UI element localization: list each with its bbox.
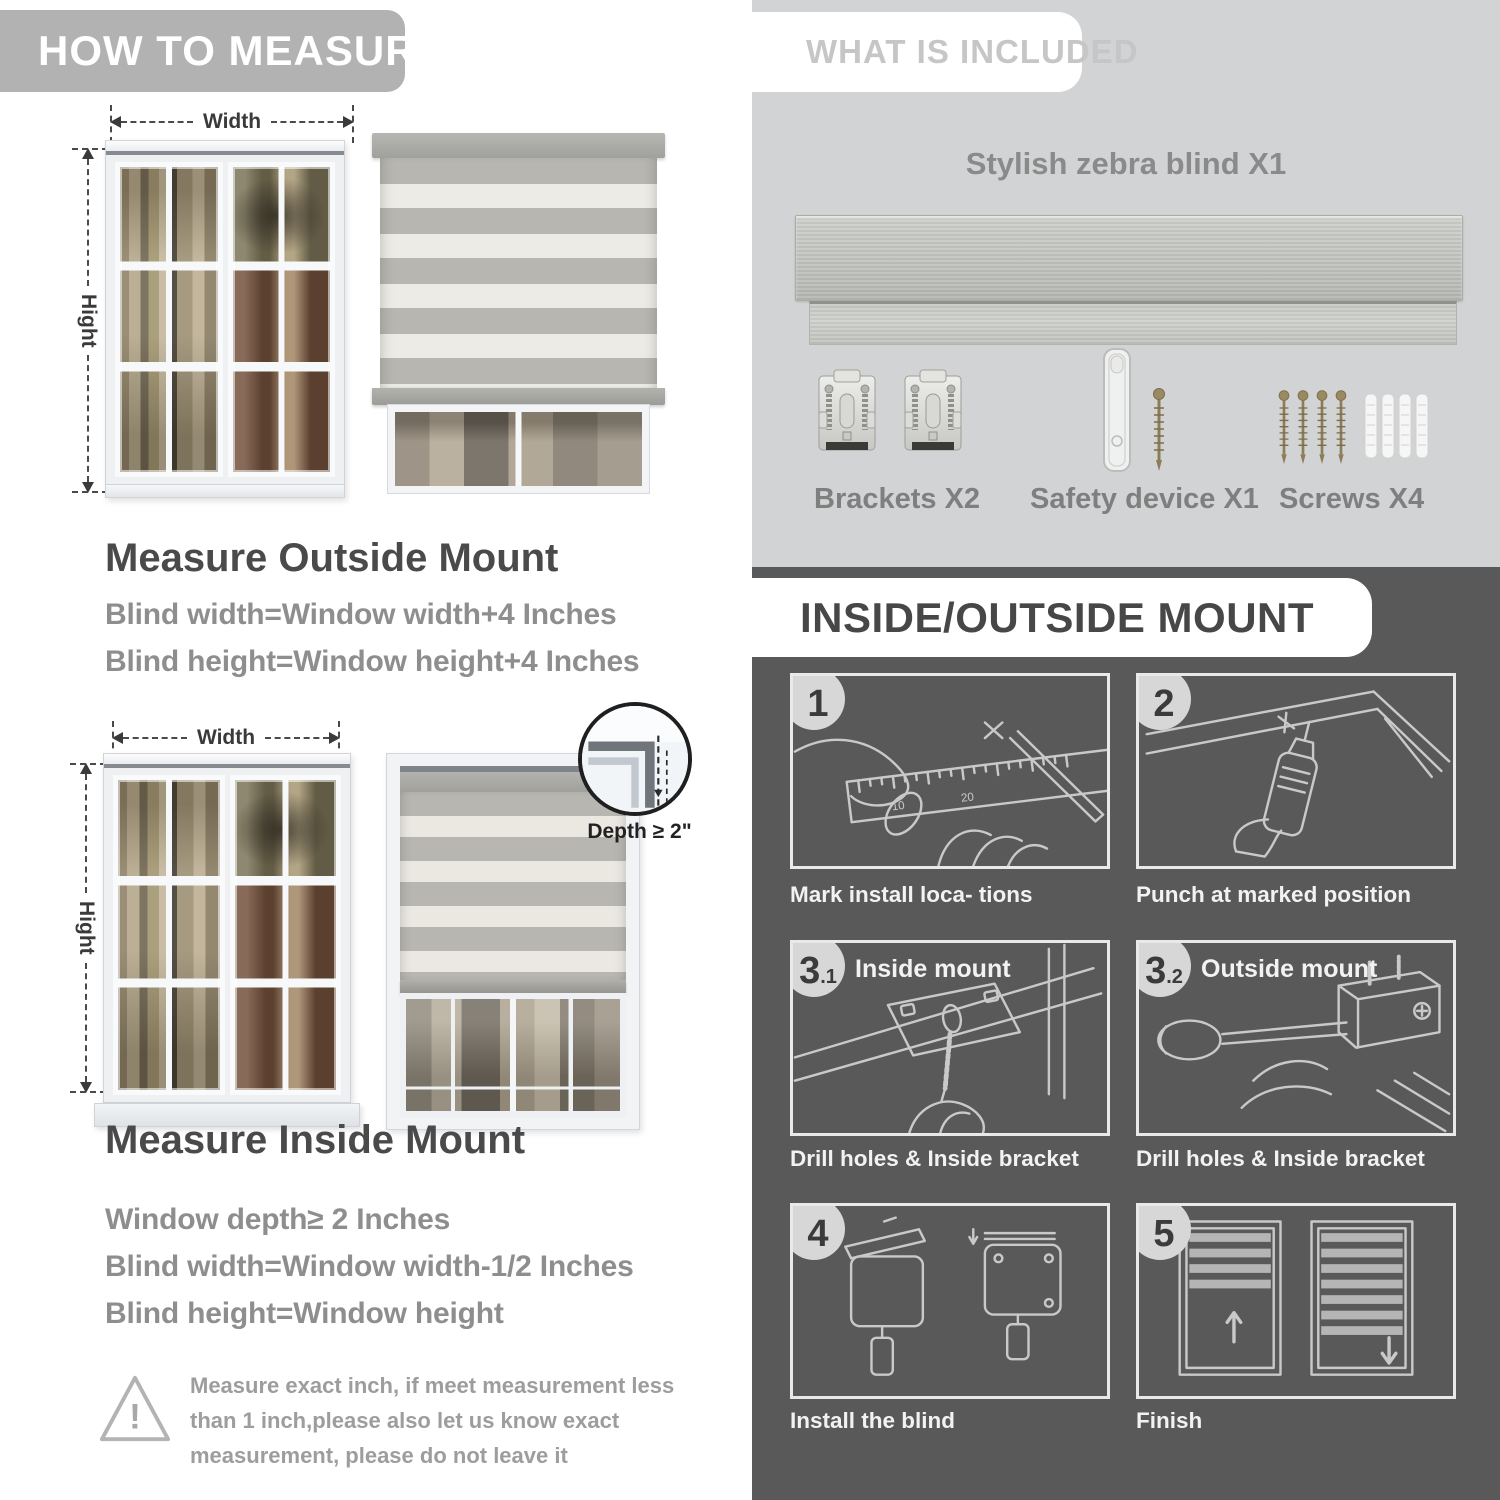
blind-bottom-rail [372,388,665,405]
svg-text:!: ! [129,1397,141,1437]
height-measure-arrow [76,148,100,493]
step-caption-3-2: Drill holes & Inside bracket [1136,1146,1425,1171]
screws-and-anchors-icon [1274,385,1434,480]
screws-label: Screws X4 [1279,483,1425,515]
measure-warning-text: Measure exact inch, if meet measurement less than 1 inch,please also let us know exact measurement, please do not leave it [190,1373,675,1469]
inside-mount-panel-title: Inside mount [855,955,1011,983]
inside-mount-rule-height: Blind height=Window height [105,1297,504,1330]
blind-bottom-rail [400,980,626,993]
step-number-badge: 3 .2 [1136,940,1191,997]
step-number-badge: 1 [790,673,845,730]
window-top-casing [104,754,350,768]
step-caption-3-1: Drill holes & Inside bracket [790,1146,1079,1171]
screw-icon [1150,388,1168,473]
window-sill [106,484,344,497]
zebra-blind-item-label: Stylish zebra blind X1 [965,146,1287,181]
outside-mount-rule-width: Blind width=Window width+4 Inches [105,598,617,631]
outside-mount-title: Measure Outside Mount [105,536,559,580]
safety-device-icon [1100,347,1136,477]
step-number-badge: 2 [1136,673,1191,730]
width-measure-arrow [110,110,354,134]
outside-mount-rule-height: Blind height=Window height+4 Inches [105,645,640,678]
window-sash-right [228,162,336,477]
height-measure-arrow-2 [74,763,98,1093]
warning-triangle-icon [96,1372,174,1446]
step-caption-1: Mark install loca- tions [790,882,1033,907]
svg-text:20: 20 [960,790,975,805]
step-number-badge: 3 .1 [790,940,845,997]
safety-device-label: Safety device X1 [1030,483,1259,515]
step-panel-1 [790,673,1110,869]
inside-mount-title: Measure Inside Mount [105,1118,526,1162]
zebra-blind-outside-illustration [372,133,665,493]
blind-cassette [372,133,665,158]
window-sash-left [115,162,223,477]
what-is-included-section [752,0,1500,567]
width-label-2: Width [196,726,256,749]
how-to-measure-header: HOW TO MEASURE [0,10,405,92]
bracket-icon [902,368,964,458]
svg-text:10: 10 [890,798,906,814]
window-illustration-outside [105,140,345,498]
bracket-icon [816,368,878,458]
window-top-casing [106,141,344,155]
inside-mount-rule-width: Blind width=Window width-1/2 Inches [105,1250,634,1283]
depth-detail-circle [578,702,692,816]
width-label: Width [202,110,262,133]
window-under-blind [400,993,626,1117]
depth-label: Depth ≥ 2" [587,820,692,843]
step-panel-2 [1136,673,1456,869]
step-caption-5: Finish [1136,1408,1203,1433]
inside-mount-rule-depth: Window depth≥ 2 Inches [105,1203,451,1236]
step-panel-5 [1136,1203,1456,1399]
zebra-blind-inside-illustration [386,753,640,1130]
window-sash-right [230,775,342,1095]
height-label: Hight [77,293,100,348]
window-illustration-inside [103,753,351,1103]
height-label-2: Hight [75,901,98,955]
window-corner-depth-icon [582,706,688,812]
zebra-blind-headrail-lip [809,301,1457,345]
step-caption-4: Install the blind [790,1408,956,1433]
mount-instructions-section [752,567,1500,1500]
step-caption-2: Punch at marked position [1136,882,1412,907]
blind-zebra-stripes [380,158,657,388]
step-number-badge: 4 [790,1203,845,1260]
window-sash-left [113,775,225,1095]
window-under-blind [388,405,649,493]
width-measure-arrow-2 [112,726,340,750]
step-panel-4 [790,1203,1110,1399]
brackets-label: Brackets X2 [814,483,981,515]
outside-mount-panel-title: Outside mount [1201,955,1378,983]
step-panel-3-1 [790,940,1110,1136]
what-is-included-header: WHAT IS INCLUDED [752,12,1082,92]
step-number-badge: 5 [1136,1203,1191,1260]
inside-outside-mount-header: INSIDE/OUTSIDE MOUNT [752,578,1372,657]
zebra-blind-headrail [795,215,1463,301]
step-panel-3-2 [1136,940,1456,1136]
